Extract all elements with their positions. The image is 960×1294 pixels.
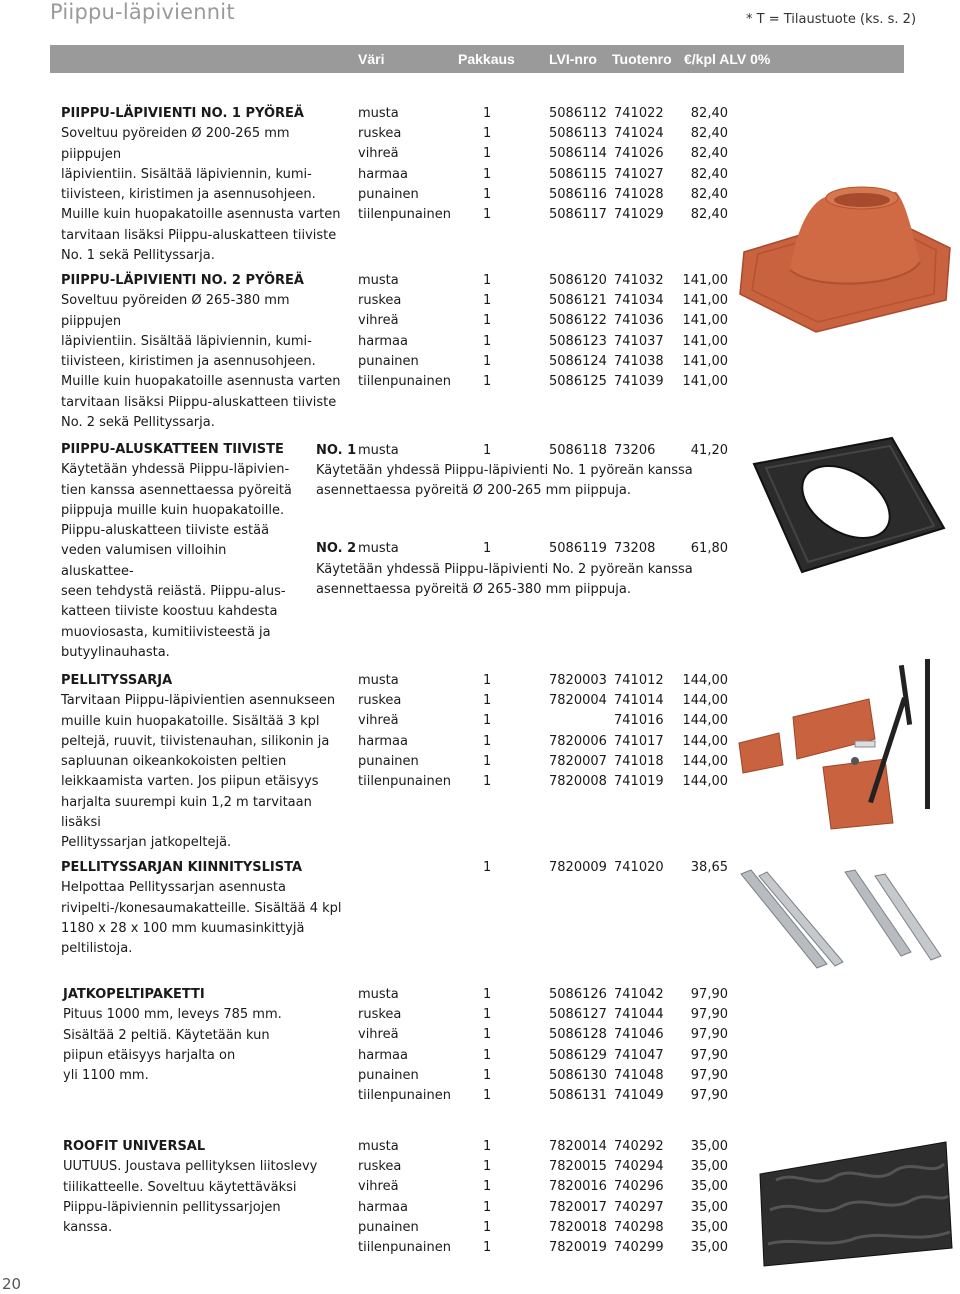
cell-product: 741024	[614, 126, 664, 142]
cell-package: 1	[483, 293, 492, 309]
variant-package: 1	[483, 541, 492, 556]
section-heading: ROOFIT UNIVERSAL	[63, 1139, 206, 1154]
cell-price: 144,00	[682, 693, 728, 709]
cell-price: 35,00	[690, 1199, 728, 1215]
desc-line: 1180 x 28 x 100 mm kuumasinkittyjä	[61, 920, 305, 936]
cell-package: 1	[483, 313, 492, 329]
desc-line: Muille kuin huopakatoille asennusta varten	[61, 207, 341, 223]
cell-price: 144,00	[682, 774, 728, 789]
desc-line: Tarvitaan Piippu-läpivientien asennukseen	[61, 693, 336, 709]
desc-line: läpivientiin. Sisältää läpiviennin, kumi-	[61, 333, 312, 349]
cell-price: 35,00	[690, 1240, 728, 1255]
cell-package: 1	[483, 353, 492, 369]
cell-lvi: 7820009	[549, 860, 607, 875]
desc-line: rivipelti-/konesaumakatteille. Sisältää 4 kpl	[61, 900, 342, 916]
cell-package: 1	[483, 673, 492, 688]
cell-product: 741049	[614, 1088, 664, 1103]
cell-color: vihreä	[358, 1179, 399, 1195]
cell-product: 741047	[614, 1047, 664, 1063]
variant-label: NO. 1	[316, 443, 357, 458]
cell-lvi: 7820019	[549, 1240, 607, 1255]
cell-product: 741032	[614, 273, 664, 288]
cell-color: harmaa	[358, 733, 408, 749]
variant-color: musta	[358, 443, 399, 458]
desc-line: peltilistoja.	[61, 941, 133, 957]
cell-price: 144,00	[682, 673, 728, 688]
cell-color: harmaa	[358, 333, 408, 349]
variant-desc-line: Käytetään yhdessä Piippu-läpivienti No. 1 pyöreän kanssa	[316, 463, 693, 478]
variant-lvi: 5086119	[549, 541, 607, 556]
cell-price: 38,65	[690, 860, 728, 875]
cell-lvi: 5086112	[549, 106, 607, 121]
desc-line: Pituus 1000 mm, leveys 785 mm.	[63, 1007, 282, 1023]
header-color: Väri	[358, 51, 385, 67]
cell-product: 740292	[614, 1139, 664, 1154]
cell-lvi: 5086126	[549, 987, 607, 1002]
header-price: €/kpl ALV 0%	[684, 51, 771, 67]
section-heading: PIIPPU-LÄPIVIENTI NO. 1 PYÖREÄ	[61, 106, 304, 121]
cell-color: ruskea	[358, 693, 402, 709]
cell-product: 741044	[614, 1007, 664, 1023]
cell-product: 741039	[614, 374, 664, 389]
desc-line: piippuja muille kuin huopakatoille.	[61, 502, 285, 518]
cell-product: 741029	[614, 207, 664, 222]
cell-color: harmaa	[358, 1199, 408, 1215]
variant-product: 73208	[614, 541, 656, 556]
cell-color: harmaa	[358, 166, 408, 182]
cell-lvi: 7820006	[549, 733, 607, 749]
page-number: 20	[2, 1275, 22, 1293]
cell-price: 97,90	[690, 1088, 728, 1103]
cell-color: vihreä	[358, 313, 399, 329]
cell-product: 741034	[614, 293, 664, 309]
cell-package: 1	[483, 1219, 492, 1235]
section-heading: PELLITYSSARJAN KIINNITYSLISTA	[61, 860, 303, 875]
cell-package: 1	[483, 1139, 492, 1154]
cell-product: 740299	[614, 1240, 664, 1255]
header-product: Tuotenro	[612, 51, 672, 67]
cell-package: 1	[483, 207, 492, 222]
cell-color: punainen	[358, 1219, 419, 1235]
cell-lvi: 5086129	[549, 1047, 607, 1063]
page-title: Piippu-läpiviennit	[50, 0, 235, 24]
cell-price: 35,00	[690, 1159, 728, 1175]
cell-lvi: 5086121	[549, 293, 607, 309]
variant-desc-line: Käytetään yhdessä Piippu-läpivienti No. 2 pyöreän kanssa	[316, 562, 693, 577]
cell-color: ruskea	[358, 1007, 402, 1023]
cell-product: 741042	[614, 987, 664, 1002]
desc-line: tiivisteen, kiristimen ja asennusohjeen.	[61, 187, 316, 203]
cell-package: 1	[483, 273, 492, 288]
cell-color: vihreä	[358, 713, 399, 729]
desc-line: Käytetään yhdessä Piippu-läpivien-	[61, 462, 290, 478]
cell-color: musta	[358, 987, 399, 1002]
cell-price: 97,90	[690, 1047, 728, 1063]
cell-package: 1	[483, 1088, 492, 1103]
desc-line: No. 1 sekä Pellityssarja.	[61, 248, 215, 264]
cell-product: 741016	[614, 713, 664, 729]
cell-lvi: 5086127	[549, 1007, 607, 1023]
cell-package: 1	[483, 693, 492, 709]
header-package: Pakkaus	[458, 51, 515, 67]
cell-color: ruskea	[358, 293, 402, 309]
cell-color: punainen	[358, 353, 419, 369]
cell-price: 97,90	[690, 1027, 728, 1043]
cell-package: 1	[483, 106, 492, 121]
desc-line: katteen tiiviste koostuu kahdesta	[61, 604, 278, 620]
cell-product: 741026	[614, 146, 664, 162]
cell-product: 741014	[614, 693, 664, 709]
underlay-seal-image	[750, 436, 950, 576]
cell-product: 741027	[614, 166, 664, 182]
cell-package: 1	[483, 1027, 492, 1043]
cell-price: 97,90	[690, 1067, 728, 1083]
cell-price: 97,90	[690, 987, 728, 1002]
cell-price: 141,00	[682, 293, 728, 309]
cell-price: 82,40	[690, 186, 728, 202]
cell-lvi: 7820008	[549, 774, 607, 789]
desc-line: tarvitaan lisäksi Piippu-aluskatteen tiiviste	[61, 394, 337, 410]
cell-lvi: 5086130	[549, 1067, 607, 1083]
section-heading: PELLITYSSARJA	[61, 673, 173, 688]
cell-package: 1	[483, 166, 492, 182]
cell-color: musta	[358, 1139, 399, 1154]
cell-package: 1	[483, 1047, 492, 1063]
cell-package: 1	[483, 1067, 492, 1083]
cell-lvi: 5086115	[549, 166, 607, 182]
cell-price: 82,40	[690, 207, 728, 222]
cell-package: 1	[483, 1199, 492, 1215]
cell-price: 82,40	[690, 146, 728, 162]
cell-color: punainen	[358, 186, 419, 202]
cell-product: 741048	[614, 1067, 664, 1083]
cell-price: 35,00	[690, 1179, 728, 1195]
desc-line: Piippu-aluskatteen tiiviste estää	[61, 523, 270, 539]
cell-color: punainen	[358, 753, 419, 769]
cell-package: 1	[483, 146, 492, 162]
cell-color: punainen	[358, 1067, 419, 1083]
cell-price: 35,00	[690, 1219, 728, 1235]
cell-color: tiilenpunainen	[358, 374, 451, 389]
variant-product: 73206	[614, 443, 656, 458]
cell-color: tiilenpunainen	[358, 1240, 451, 1255]
cell-color: tiilenpunainen	[358, 774, 451, 789]
desc-line: tiivisteen, kiristimen ja asennusohjeen.	[61, 354, 316, 370]
desc-line: peltejä, ruuvit, tiivistenauhan, silikonin ja	[61, 733, 330, 749]
table-header-bar	[50, 45, 904, 73]
cell-lvi: 5086114	[549, 146, 607, 162]
cell-lvi: 7820004	[549, 693, 607, 709]
cell-color: harmaa	[358, 1047, 408, 1063]
cell-package: 1	[483, 1159, 492, 1175]
cell-price: 82,40	[690, 126, 728, 142]
variant-lvi: 5086118	[549, 443, 607, 458]
desc-line: muille kuin huopakatoille. Sisältää 3 kpl	[61, 713, 320, 729]
cell-package: 1	[483, 1179, 492, 1195]
cell-lvi: 7820003	[549, 673, 607, 688]
flashing-kit-image	[735, 655, 955, 835]
cell-price: 141,00	[682, 353, 728, 369]
chimney-flashing-image	[736, 182, 956, 332]
cell-lvi: 5086125	[549, 374, 607, 389]
cell-lvi: 7820017	[549, 1199, 607, 1215]
cell-package: 1	[483, 733, 492, 749]
cell-color: ruskea	[358, 1159, 402, 1175]
desc-line: kanssa.	[63, 1220, 113, 1236]
desc-line: Piippu-läpiviennin pellityssarjojen	[63, 1199, 281, 1215]
desc-line: Muille kuin huopakatoille asennusta varten	[61, 374, 341, 390]
variant-price: 41,20	[690, 443, 728, 458]
cell-product: 741017	[614, 733, 664, 749]
cell-lvi: 5086128	[549, 1027, 607, 1043]
cell-lvi: 5086120	[549, 273, 607, 288]
cell-lvi: 7820018	[549, 1219, 607, 1235]
cell-package: 1	[483, 1007, 492, 1023]
cell-lvi: 5086117	[549, 207, 607, 222]
desc-line: Pellityssarjan jatkopeltejä.	[61, 835, 232, 851]
variant-package: 1	[483, 443, 492, 458]
cell-product: 741028	[614, 186, 664, 202]
cell-price: 97,90	[690, 1007, 728, 1023]
desc-line: Soveltuu pyöreiden Ø 200-265 mm piippujen	[61, 126, 290, 162]
section-description	[61, 271, 351, 433]
variant-desc-line: asennettaessa pyöreitä Ø 265-380 mm piippuja.	[316, 582, 631, 597]
desc-line: Sisältää 2 peltiä. Käytetään kun	[63, 1027, 270, 1043]
cell-price: 141,00	[682, 374, 728, 389]
variant-color: musta	[358, 541, 399, 556]
desc-line: seen tehdystä reiästä. Piippu-alus-	[61, 584, 286, 600]
desc-line: piipun etäisyys harjalta on	[63, 1047, 236, 1063]
section-description	[61, 104, 351, 266]
variant-price: 61,80	[690, 541, 728, 556]
section-heading: PIIPPU-ALUSKATTEEN TIIVISTE	[61, 442, 284, 457]
section-description	[61, 858, 351, 959]
cell-package: 1	[483, 374, 492, 389]
desc-line: butyylinauhasta.	[61, 644, 170, 660]
section-description	[61, 440, 301, 663]
cell-lvi: 5086122	[549, 313, 607, 329]
cell-package: 1	[483, 1240, 492, 1255]
cell-product: 741038	[614, 353, 664, 369]
desc-line: läpivientiin. Sisältää läpiviennin, kumi-	[61, 166, 312, 182]
desc-line: tien kanssa asennettaessa pyöreitä	[61, 482, 292, 498]
roofit-universal-image	[756, 1140, 956, 1270]
section-description	[61, 671, 351, 854]
mounting-strips-image	[735, 870, 945, 970]
cell-lvi: 7820014	[549, 1139, 607, 1154]
cell-product: 741036	[614, 313, 664, 329]
cell-product: 740298	[614, 1219, 664, 1235]
variant-label: NO. 2	[316, 541, 357, 556]
cell-product: 741022	[614, 106, 664, 121]
cell-product: 741046	[614, 1027, 664, 1043]
cell-package: 1	[483, 713, 492, 729]
desc-line: yli 1100 mm.	[63, 1068, 149, 1084]
cell-price: 82,40	[690, 166, 728, 182]
desc-line: veden valumisen villoihin aluskattee-	[61, 543, 227, 579]
cell-price: 144,00	[682, 753, 728, 769]
cell-lvi: 5086123	[549, 333, 607, 349]
cell-lvi: 5086131	[549, 1088, 607, 1103]
cell-package: 1	[483, 126, 492, 142]
cell-lvi: 7820015	[549, 1159, 607, 1175]
cell-price: 35,00	[690, 1139, 728, 1154]
cell-color: vihreä	[358, 146, 399, 162]
desc-line: harjalta suurempi kuin 1,2 m tarvitaan lisäksi	[61, 794, 312, 831]
desc-line: tarvitaan lisäksi Piippu-aluskatteen tiiviste	[61, 227, 337, 243]
cell-lvi: 7820007	[549, 753, 607, 769]
cell-color: musta	[358, 106, 399, 121]
cell-package: 1	[483, 860, 492, 875]
cell-product: 741012	[614, 673, 664, 688]
section-description	[63, 1137, 343, 1238]
cell-color: musta	[358, 673, 399, 688]
cell-lvi: 5086116	[549, 186, 607, 202]
cell-product: 741018	[614, 753, 664, 769]
cell-product: 740294	[614, 1159, 664, 1175]
cell-lvi: 7820016	[549, 1179, 607, 1195]
cell-package: 1	[483, 186, 492, 202]
cell-price: 141,00	[682, 273, 728, 288]
order-note: * T = Tilaustuote (ks. s. 2)	[746, 12, 917, 27]
cell-price: 141,00	[682, 313, 728, 329]
cell-color: ruskea	[358, 126, 402, 142]
section-heading: JATKOPELTIPAKETTI	[63, 987, 205, 1002]
desc-line: leikkaamista varten. Jos piipun etäisyys	[61, 774, 319, 790]
desc-line: No. 2 sekä Pellityssarja.	[61, 415, 215, 431]
cell-package: 1	[483, 333, 492, 349]
cell-color: musta	[358, 273, 399, 288]
cell-product: 741019	[614, 774, 664, 789]
cell-price: 144,00	[682, 713, 728, 729]
desc-line: UUTUUS. Joustava pellityksen liitoslevy	[63, 1159, 318, 1175]
cell-color: tiilenpunainen	[358, 1088, 451, 1103]
cell-price: 82,40	[690, 106, 728, 121]
cell-color: vihreä	[358, 1027, 399, 1043]
cell-lvi: 5086124	[549, 353, 607, 369]
cell-product: 741037	[614, 333, 664, 349]
desc-line: Soveltuu pyöreiden Ø 265-380 mm piippujen	[61, 293, 290, 329]
header-lvi: LVI-nro	[549, 51, 597, 67]
cell-price: 144,00	[682, 733, 728, 749]
desc-line: muoviosasta, kumitiivisteestä ja	[61, 624, 271, 640]
cell-lvi: 5086113	[549, 126, 607, 142]
section-description	[63, 985, 343, 1086]
cell-package: 1	[483, 774, 492, 789]
cell-package: 1	[483, 753, 492, 769]
cell-product: 741020	[614, 860, 664, 875]
cell-package: 1	[483, 987, 492, 1002]
cell-product: 740297	[614, 1199, 664, 1215]
desc-line: sapluunan oikeankokoisten peltien	[61, 754, 287, 770]
cell-color: tiilenpunainen	[358, 207, 451, 222]
cell-price: 141,00	[682, 333, 728, 349]
cell-product: 740296	[614, 1179, 664, 1195]
desc-line: Helpottaa Pellityssarjan asennusta	[61, 880, 286, 896]
variant-desc-line: asennettaessa pyöreitä Ø 200-265 mm piippuja.	[316, 483, 631, 498]
desc-line: tiilikatteelle. Soveltuu käytettäväksi	[63, 1179, 297, 1195]
section-heading: PIIPPU-LÄPIVIENTI NO. 2 PYÖREÄ	[61, 273, 304, 288]
